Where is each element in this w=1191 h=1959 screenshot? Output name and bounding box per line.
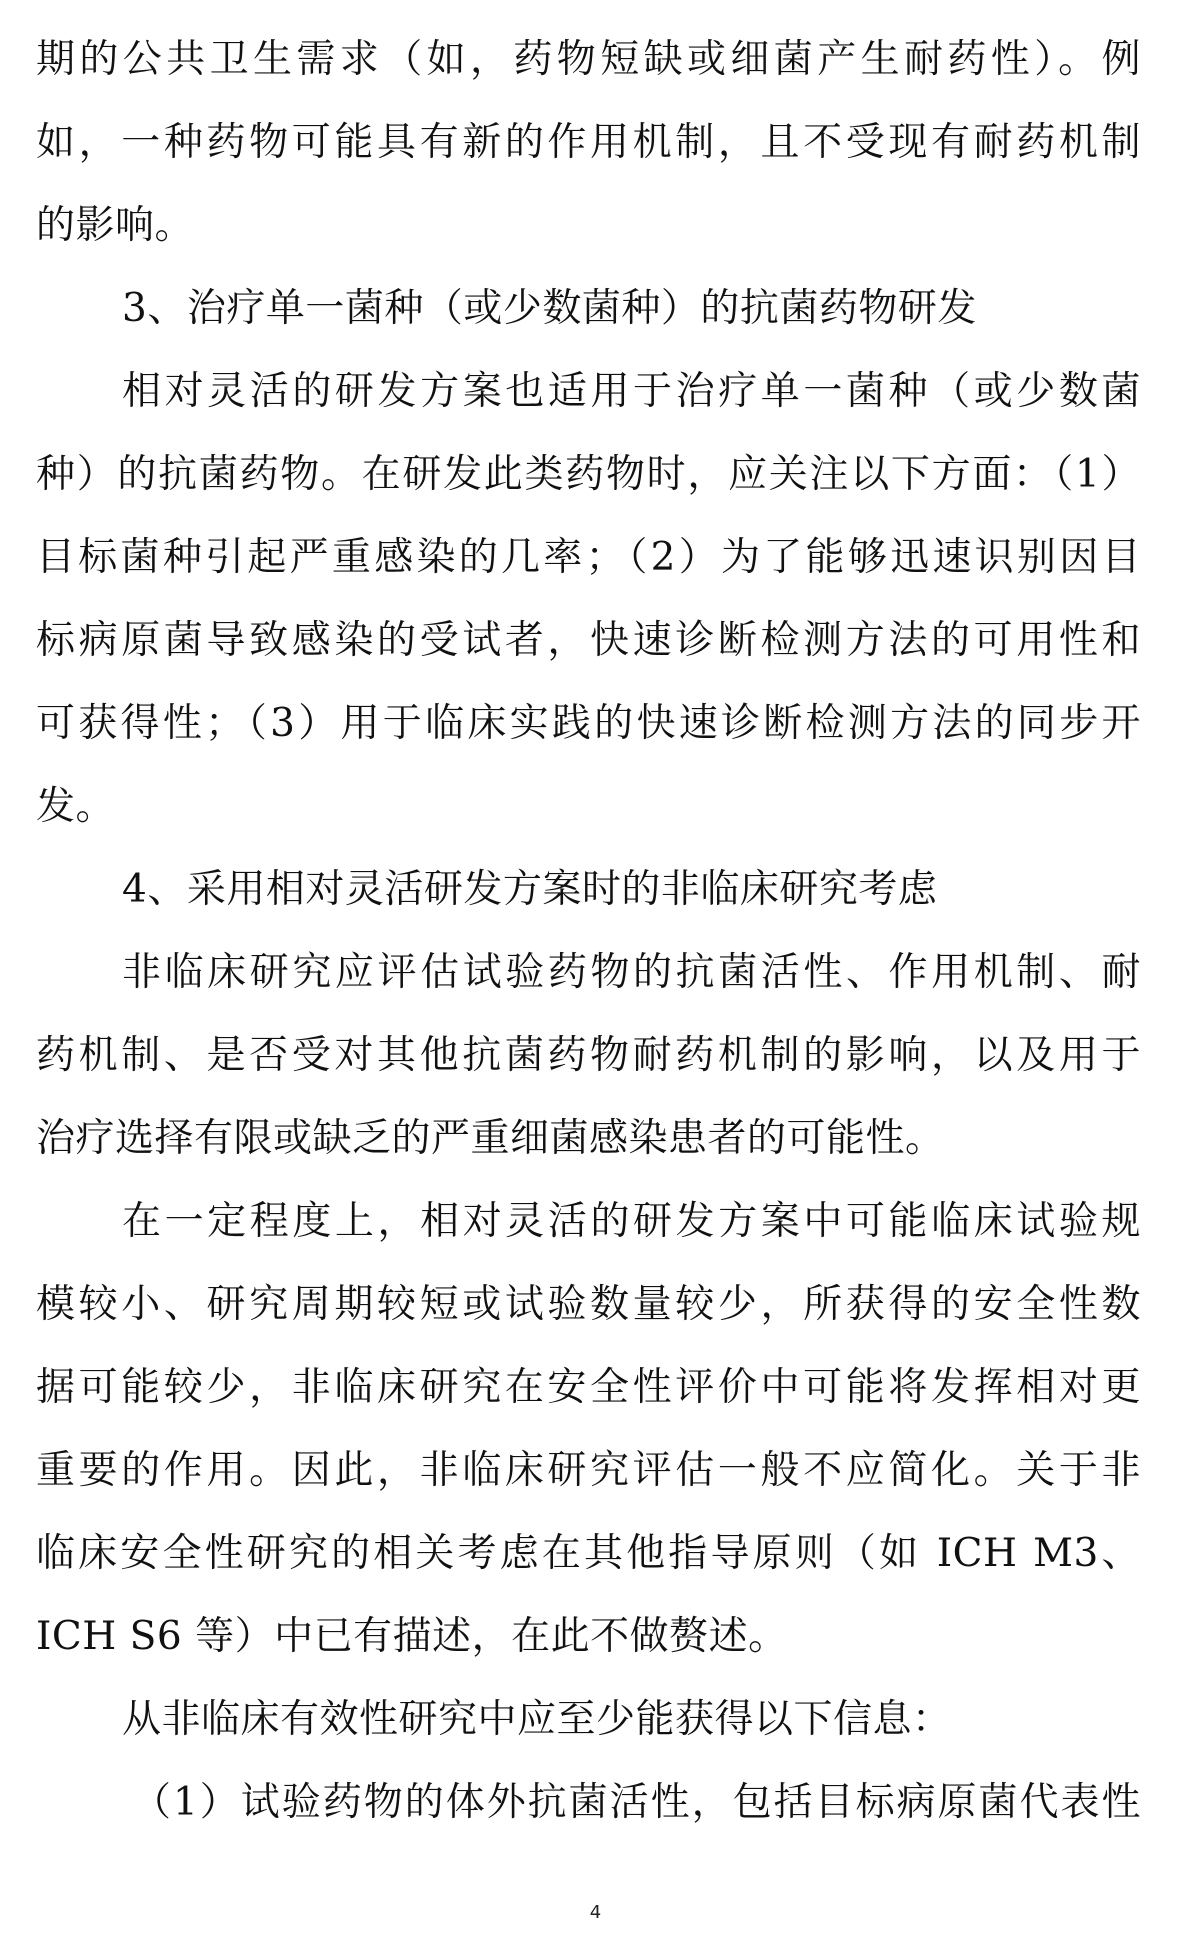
- text-line: 目标菌种引起严重感染的几率；（2）为了能够迅速识别因目: [36, 535, 1141, 580]
- text-line: 种）的抗菌药物。在研发此类药物时，应关注以下方面：（1）: [36, 452, 1141, 497]
- text-line: 非临床研究应评估试验药物的抗菌活性、作用机制、耐: [122, 950, 1141, 995]
- text-line: 在一定程度上，相对灵活的研发方案中可能临床试验规: [122, 1199, 1141, 1244]
- section-heading-3: 3、治疗单一菌种（或少数菌种）的抗菌药物研发: [122, 286, 977, 331]
- text-line: 发。: [36, 784, 116, 829]
- list-item: （1）试验药物的体外抗菌活性，包括目标病原菌代表性: [132, 1780, 1141, 1825]
- document-body: [36, 18, 1141, 1844]
- text-line: 药机制、是否受对其他抗菌药物耐药机制的影响，以及用于: [36, 1033, 1141, 1078]
- text-line: 临床安全性研究的相关考虑在其他指导原则（如 ICH M3、: [36, 1531, 1141, 1576]
- text-line: ICH S6 等）中已有描述，在此不做赘述。: [36, 1614, 788, 1659]
- text-line: 如，一种药物可能具有新的作用机制，且不受现有耐药机制: [36, 120, 1141, 165]
- text-line: 模较小、研究周期较短或试验数量较少，所获得的安全性数: [36, 1282, 1141, 1327]
- text-line: 治疗选择有限或缺乏的严重细菌感染患者的可能性。: [36, 1116, 945, 1161]
- text-line: 期的公共卫生需求（如，药物短缺或细菌产生耐药性）。例: [36, 37, 1141, 82]
- text-line: 从非临床有效性研究中应至少能获得以下信息：: [122, 1697, 952, 1742]
- text-line: 的影响。: [36, 203, 195, 248]
- text-line: 重要的作用。因此，非临床研究评估一般不应简化。关于非: [36, 1448, 1141, 1493]
- page-number: 4: [589, 1902, 602, 1923]
- text-line: 相对灵活的研发方案也适用于治疗单一菌种（或少数菌: [122, 369, 1141, 414]
- section-heading-4: 4、采用相对灵活研发方案时的非临床研究考虑: [122, 867, 938, 912]
- text-line: 可获得性；（3）用于临床实践的快速诊断检测方法的同步开: [36, 701, 1141, 746]
- text-line: 据可能较少，非临床研究在安全性评价中可能将发挥相对更: [36, 1365, 1141, 1410]
- text-line: 标病原菌导致感染的受试者，快速诊断检测方法的可用性和: [36, 618, 1141, 663]
